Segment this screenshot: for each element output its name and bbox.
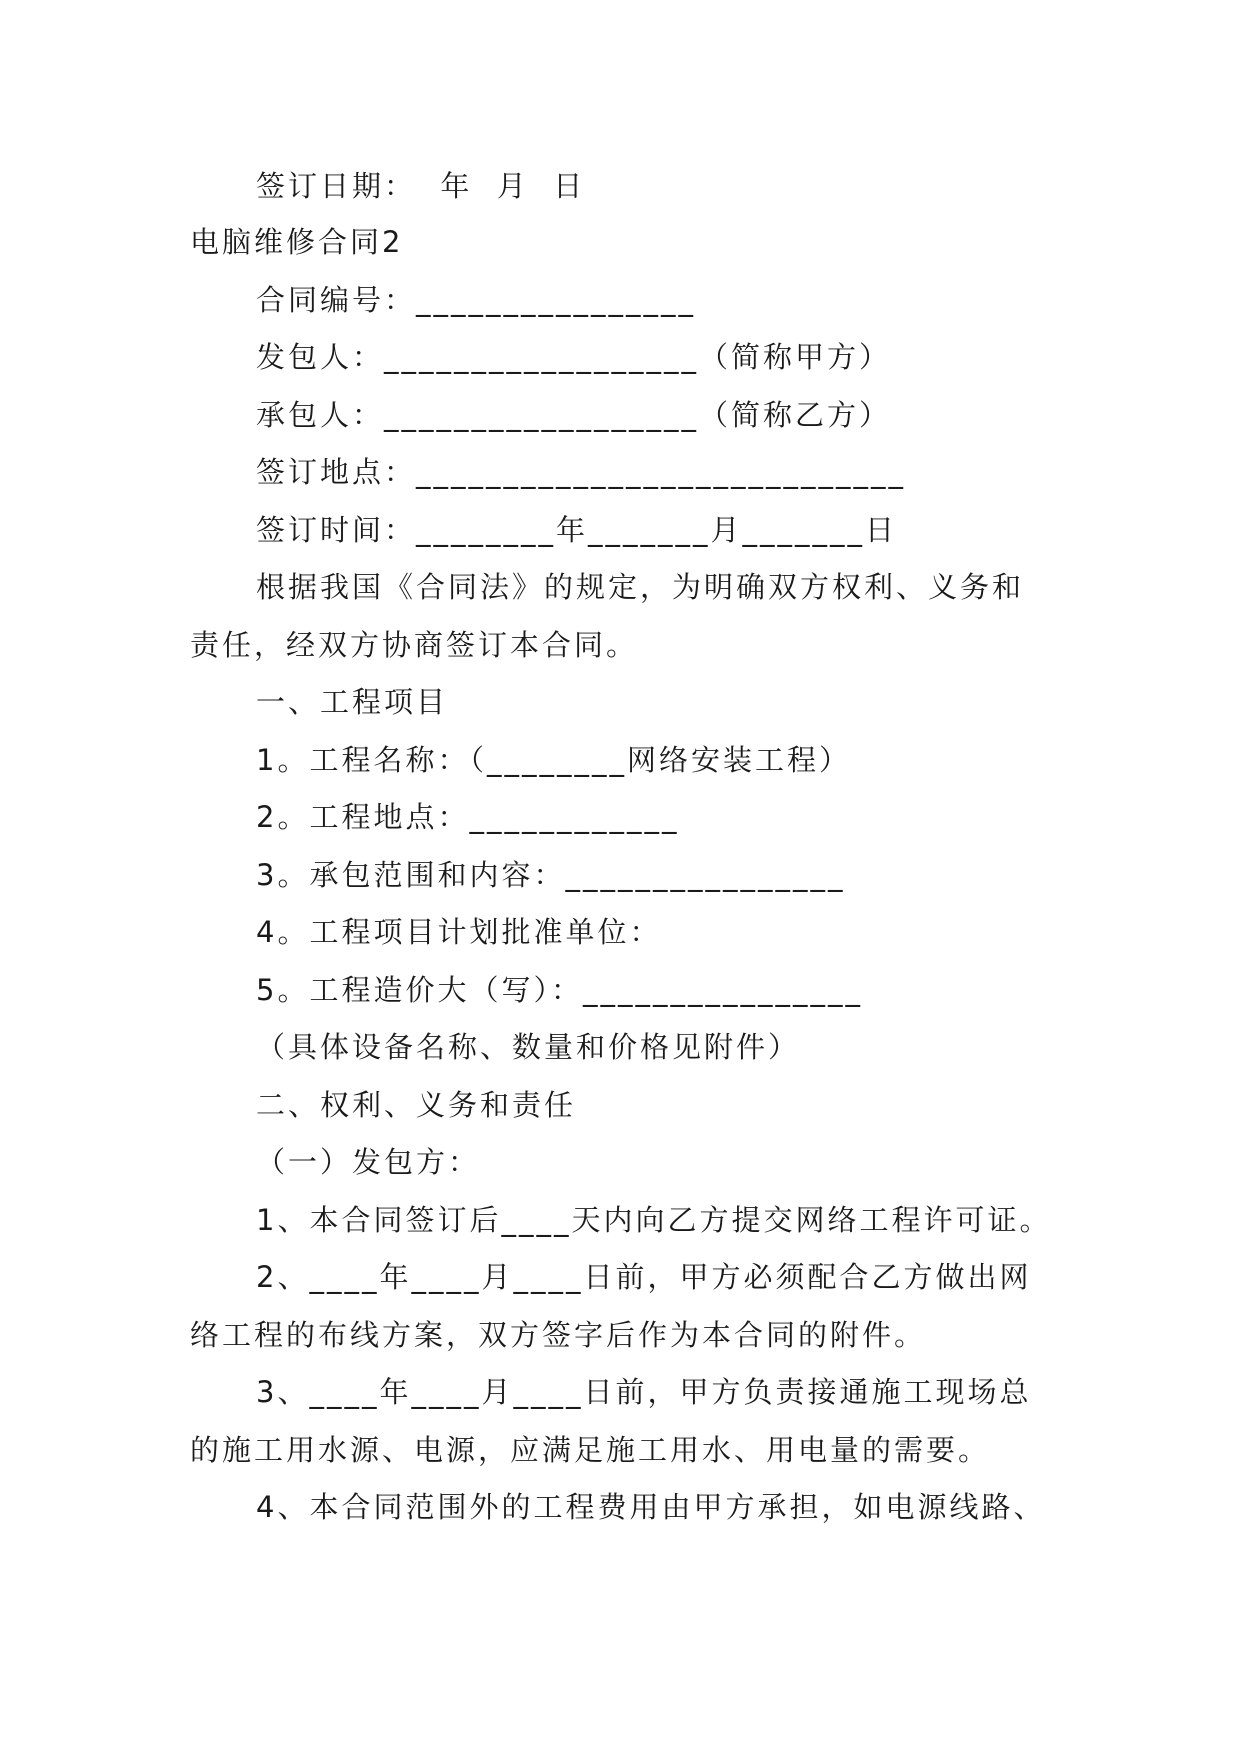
signing-time-line: 签订时间：________年_______月_______日 [256, 513, 898, 547]
signing-place-line: 签订地点：____________________________ [256, 455, 907, 489]
clause-2-line-1: 2、____年____月____日前，甲方必须配合乙方做出网 [256, 1260, 1032, 1294]
subsection-employer: （一）发包方： [256, 1145, 481, 1179]
item-project-name: 1。工程名称：（________网络安装工程） [256, 743, 851, 777]
clause-4-line-1: 4、本合同范围外的工程费用由甲方承担，如电源线路、 [256, 1490, 1046, 1524]
signing-date-line: 签订日期： 年 月 日 [256, 169, 586, 203]
clause-3-line-1: 3、____年____月____日前，甲方负责接通施工现场总 [256, 1375, 1032, 1409]
section-heading-rights: 二、权利、义务和责任 [256, 1088, 577, 1122]
item-approval-unit: 4。工程项目计划批准单位： [256, 915, 662, 949]
contract-number-line: 合同编号：________________ [256, 283, 697, 317]
item-project-cost: 5。工程造价大（写）：________________ [256, 973, 863, 1007]
section-heading-project: 一、工程项目 [256, 685, 449, 719]
preamble-line-1: 根据我国《合同法》的规定，为明确双方权利、义务和 [256, 570, 1025, 604]
clause-1: 1、本合同签订后____天内向乙方提交网络工程许可证。 [256, 1203, 1052, 1237]
item-project-place: 2。工程地点：____________ [256, 800, 680, 834]
party-b-line: 承包人：__________________（简称乙方） [256, 398, 892, 432]
item-scope: 3。承包范围和内容：________________ [256, 858, 846, 892]
party-a-line: 发包人：__________________（简称甲方） [256, 340, 892, 374]
equipment-note: （具体设备名称、数量和价格见附件） [256, 1030, 801, 1064]
clause-3-line-2: 的施工用水源、电源，应满足施工用水、用电量的需要。 [190, 1433, 991, 1467]
preamble-line-2: 责任，经双方协商签订本合同。 [190, 628, 639, 662]
clause-2-line-2: 络工程的布线方案，双方签字后作为本合同的附件。 [190, 1318, 927, 1352]
contract-title: 电脑维修合同2 [190, 225, 404, 259]
